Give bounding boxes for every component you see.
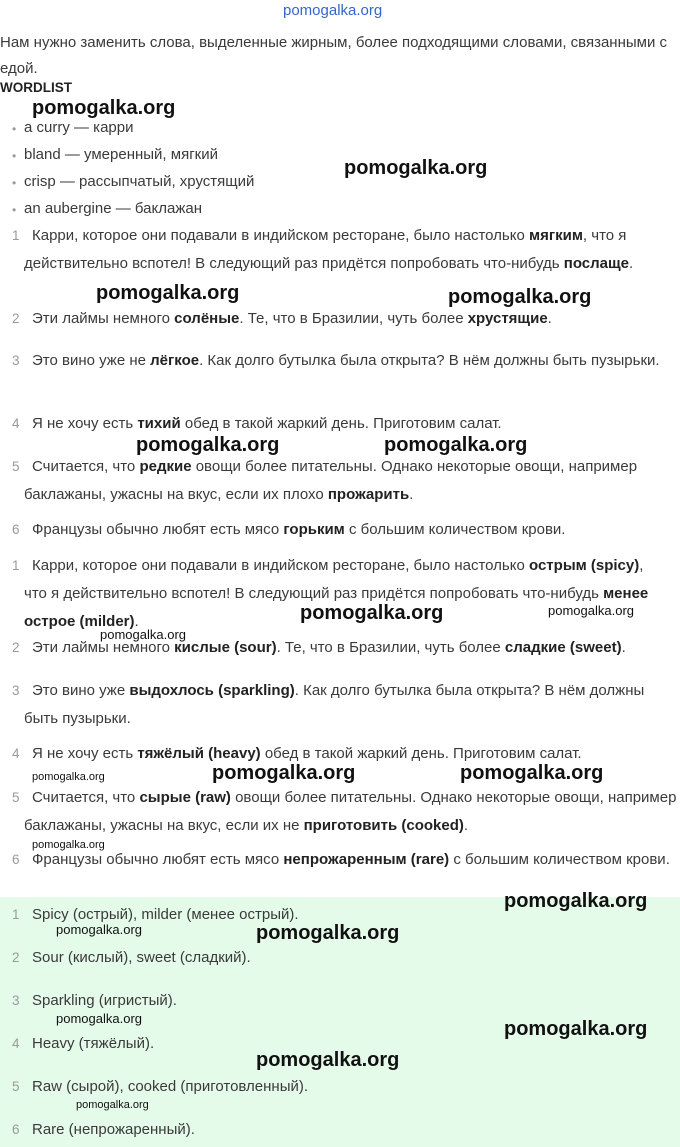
bullet-icon: • [12, 149, 17, 163]
watermark: pomogalka.org [300, 602, 444, 624]
answer-text: Sour (кислый), sweet (сладкий). [32, 949, 251, 966]
sentence-number: 2 [12, 640, 20, 655]
watermark: pomogalka.org [504, 890, 648, 912]
wordlist-term: bland — умеренный, мягкий [24, 146, 218, 163]
watermark: pomogalka.org [100, 627, 186, 642]
watermark: pomogalka.org [460, 762, 604, 784]
sentence-text: Считается, что редкие овощи более питательны. Однако некоторые овощи, например баклажаны, ужасны на вкус, если их плохо прожарить. [24, 458, 638, 503]
watermark: pomogalka.org [56, 922, 142, 937]
watermark: pomogalka.org [32, 97, 176, 119]
sentence-number: 4 [12, 416, 20, 431]
wordlist-heading: WORDLIST [0, 80, 72, 95]
watermark: pomogalka.org [384, 434, 528, 456]
watermark: pomogalka.org [256, 1049, 400, 1071]
sentence-number: 1 [12, 558, 20, 573]
watermark: pomogalka.org [256, 922, 400, 944]
sentence-number: 1 [12, 228, 20, 243]
answer-number: 1 [12, 907, 20, 922]
intro-text: Нам нужно заменить слова, выделенные жирным, более подходящими словами, связанными с едой. [0, 34, 668, 77]
answer-text: Raw (сырой), cooked (приготовленный). [32, 1078, 309, 1095]
sentence-text: Эти лаймы немного солёные. Те, что в Бразилии, чуть более хрустящие. [32, 310, 552, 327]
answer-number: 2 [12, 950, 20, 965]
sentence-text: Французы обычно любят есть мясо горьким с большим количеством крови. [32, 521, 566, 538]
site-link[interactable]: pomogalka.org [283, 2, 383, 19]
watermark: pomogalka.org [32, 771, 105, 783]
watermark: pomogalka.org [96, 282, 240, 304]
sentence-number: 6 [12, 852, 20, 867]
sentence-number: 3 [12, 353, 20, 368]
watermark: pomogalka.org [56, 1011, 142, 1026]
answer-text: Rare (непрожаренный). [32, 1121, 195, 1138]
answer-number: 5 [12, 1079, 20, 1094]
watermark: pomogalka.org [212, 762, 356, 784]
watermark: pomogalka.org [344, 157, 488, 179]
sentence-number: 3 [12, 683, 20, 698]
sentence-number: 4 [12, 746, 20, 761]
bullet-icon: • [12, 176, 17, 190]
sentence-text: Это вино уже выдохлось (sparkling). Как долго бутылка была открыта? В нём должны быть пузырьки. [24, 682, 645, 727]
bullet-icon: • [12, 122, 17, 136]
watermark: pomogalka.org [548, 603, 634, 618]
watermark: pomogalka.org [76, 1099, 149, 1111]
sentence-number: 5 [12, 790, 20, 805]
watermark: pomogalka.org [504, 1018, 648, 1040]
sentence-text: Я не хочу есть тяжёлый (heavy) обед в такой жаркий день. Приготовим салат. [32, 745, 582, 762]
answer-number: 3 [12, 993, 20, 1008]
answer-text: Spicy (острый), milder (менее острый). [32, 906, 299, 923]
sentence-number: 2 [12, 311, 20, 326]
answer-text: Sparkling (игристый). [32, 992, 177, 1009]
answer-text: Heavy (тяжёлый). [32, 1035, 155, 1052]
wordlist-term: an aubergine — баклажан [24, 200, 202, 217]
watermark: pomogalka.org [448, 286, 592, 308]
watermark: pomogalka.org [32, 839, 105, 851]
sentence-text: Французы обычно любят есть мясо непрожаренным (rare) с большим количеством крови. [32, 851, 670, 868]
sentence-number: 5 [12, 459, 20, 474]
wordlist-term: crisp — рассыпчатый, хрустящий [24, 173, 255, 190]
answer-number: 4 [12, 1036, 20, 1051]
answer-number: 6 [12, 1122, 20, 1137]
sentence-text: Это вино уже не лёгкое. Как долго бутылка была открыта? В нём должны быть пузырьки. [32, 352, 660, 369]
sentence-text: Карри, которое они подавали в индийском ресторане, было настолько острым (spicy), что я действительно вспотел! В следующий раз придётся попробовать что-нибудь менее острое (milder). [24, 557, 649, 630]
wordlist-term: a curry — карри [24, 119, 134, 136]
bullet-icon: • [12, 203, 17, 217]
sentence-text: Карри, которое они подавали в индийском ресторане, было настолько мягким, что я действительно вспотел! В следующий раз придётся попробовать что-нибудь послаще. [24, 227, 634, 272]
sentence-text: Считается, что сырые (raw) овощи более питательны. Однако некоторые овощи, например баклажаны, ужасны на вкус, если их не приготовить (cooked). [24, 789, 677, 834]
sentence-text: Я не хочу есть тихий обед в такой жаркий день. Приготовим салат. [32, 415, 502, 432]
sentence-number: 6 [12, 522, 20, 537]
watermark: pomogalka.org [136, 434, 280, 456]
sentence-text: Эти лаймы немного кислые (sour). Те, что в Бразилии, чуть более сладкие (sweet). [32, 639, 626, 656]
